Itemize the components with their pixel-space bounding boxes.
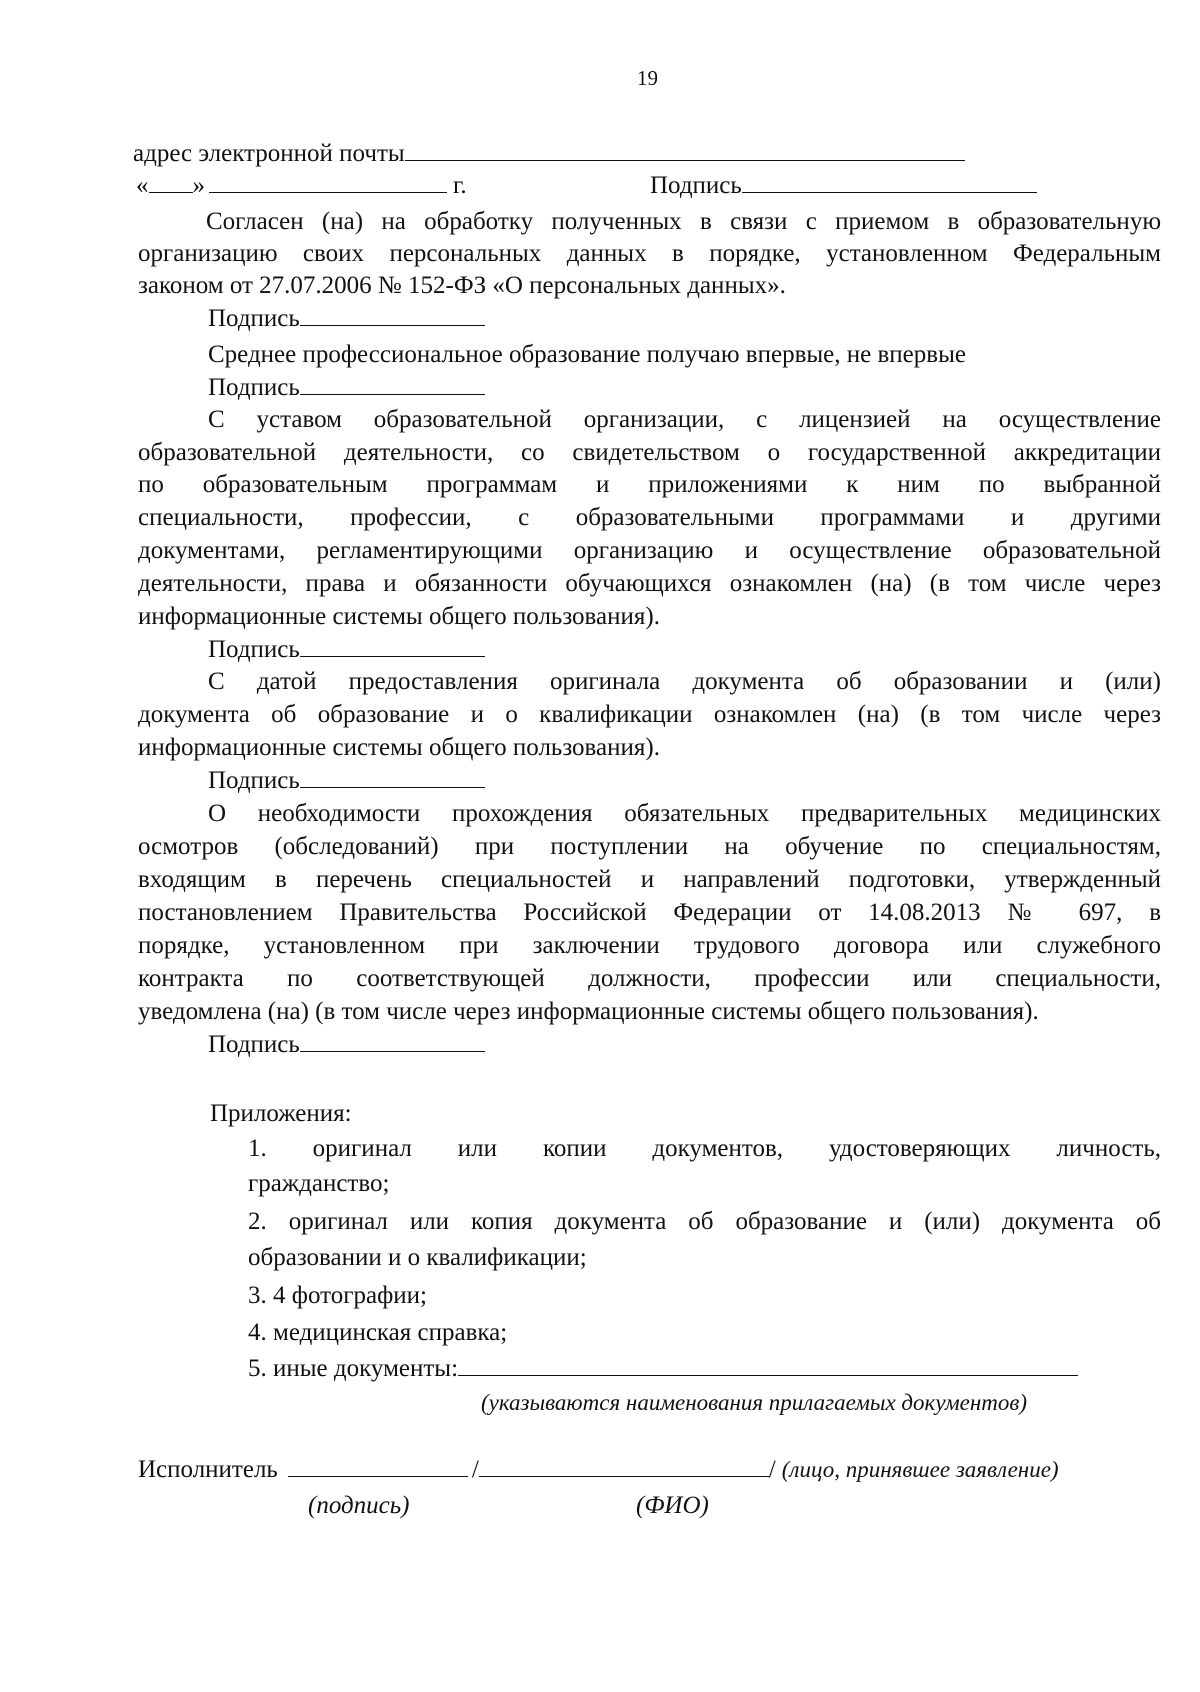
charter-line-5: документами, регламентирующими организацию и осуществление образовательной [138,537,1161,564]
signature-field[interactable] [300,376,485,395]
medical-line-1: О необходимости прохождения обязательных предварительных медицинских [208,800,1161,827]
slash-end: / [768,1456,776,1483]
attachments-note: (указываются наименования прилагаемых документов) [481,1390,1028,1415]
date-signature [650,172,1037,200]
consent-line-3: законом от 27.07.2006 № 152-ФЗ «О персональных данных». [138,272,786,299]
page-number: 19 [637,66,658,90]
close-quote: » [192,172,205,199]
signature-caption: (подпись) [308,1492,410,1519]
year-suffix: г. [453,172,467,199]
medical-line-6: контракта по соответствующей должности, профессии или специальности, [138,965,1161,992]
attachment-item-5 [248,1355,1078,1383]
medical-line-2: осмотров (обследований) при поступлении на обучение по специальностям, [138,833,1161,860]
executor-row [138,1456,1059,1484]
month-field[interactable] [209,174,447,193]
spo-signature [208,374,485,402]
original-line-2: документа об образование и о квалификации ознакомлен (на) (в том числе через [138,701,1161,728]
attachment-item-3: 3. 4 фотографии; [248,1282,427,1309]
medical-line-4: постановлением Правительства Российской Федерации от 14.08.2013 № 697, в [138,899,1161,926]
original-signature [208,767,485,795]
medical-line-5: порядке, установленном при заключении трудового договора или служебного [138,932,1161,959]
original-line-1: С датой предоставления оригинала документа об образовании и (или) [208,668,1161,695]
email-field[interactable] [405,142,965,161]
executor-name-field[interactable] [479,1458,769,1477]
consent-line-1: Согласен (на) на обработку полученных в связи с приемом в образовательную [206,208,1161,235]
slash: / [471,1456,479,1483]
charter-signature [208,636,485,664]
attachment-item-2-line-2: образовании и о квалификации; [248,1244,587,1271]
consent-signature [208,305,485,333]
day-field[interactable] [149,174,193,193]
signature-label: Подпись [208,767,300,794]
charter-line-3: по образовательным программам и приложениями к ним по выбранной [138,471,1161,498]
consent-line-2: организацию своих персональных данных в порядке, установленном Федеральным [138,240,1161,267]
signature-field[interactable] [300,769,485,788]
email-label: адрес электронной почты [133,140,405,167]
attachment-item-2-line-1: 2. оригинал или копия документа об образование и (или) документа об [248,1208,1161,1235]
charter-line-6: деятельности, права и обязанности обучающихся ознакомлен (на) (в том числе через [138,570,1161,597]
original-line-3: информационные системы общего пользования). [138,734,660,761]
attachment-item-4: 4. медицинская справка; [248,1319,508,1346]
charter-line-7: информационные системы общего пользования). [138,603,660,630]
medical-line-7: уведомлена (на) (в том числе через информационные системы общего пользования). [138,998,1039,1025]
executor-label: Исполнитель [138,1456,278,1483]
signature-field[interactable] [300,307,485,326]
charter-line-2: образовательной деятельности, со свидетельством о государственной аккредитации [138,439,1161,466]
medical-signature [208,1031,485,1059]
signature-field[interactable] [300,638,485,657]
open-quote: « [136,172,149,199]
charter-line-4: специальности, профессии, с образовательными программами и другими [138,504,1161,531]
spo-text: Среднее профессиональное образование получаю впервые, не впервые [208,341,966,368]
attachment-item-1-line-1: 1. оригинал или копии документов, удостоверяющих личность, [248,1135,1161,1162]
charter-line-1: С уставом образовательной организации, с лицензией на осуществление [208,406,1161,433]
medical-line-3: входящим в перечень специальностей и направлений подготовки, утвержденный [138,866,1161,893]
signature-label: Подпись [650,172,742,199]
attachment-item-5-label: 5. иные документы: [248,1355,459,1382]
signature-label: Подпись [208,636,300,663]
attachment-item-1-line-2: гражданство; [248,1170,390,1197]
name-caption: (ФИО) [636,1492,709,1519]
executor-signature-field[interactable] [288,1458,468,1477]
email-row [133,140,965,168]
other-documents-field[interactable] [458,1357,1078,1376]
signature-field[interactable] [300,1033,485,1052]
signature-field[interactable] [742,174,1037,193]
signature-label: Подпись [208,1031,300,1058]
attachments-title: Приложения: [210,1100,352,1127]
signature-label: Подпись [208,374,300,401]
date-row [136,172,467,200]
executor-role: (лицо, принявшее заявление) [781,1457,1059,1482]
signature-label: Подпись [208,305,300,332]
